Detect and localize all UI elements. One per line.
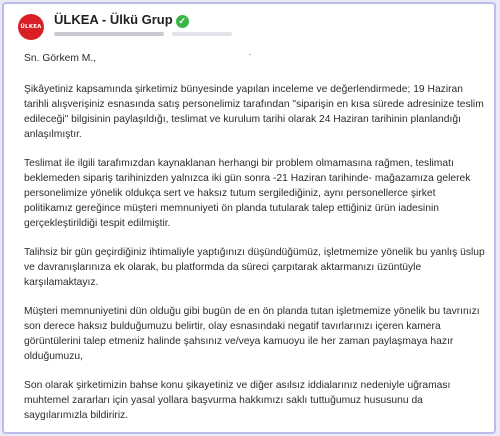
brand-name-row [54, 12, 189, 28]
reply-card [2, 2, 496, 434]
greeting: Sn. Görkem M., [24, 53, 97, 64]
paragraph-4: Müşteri memnuniyetini dün olduğu gibi bugün de en ön planda tutan işletmemize yönelik bu tavrınızı son derece haksız bulduğumuzu belirtir, olay esnasındaki negatif tavırlarınızı içeren kamera görüntülerini talep etmeniz halinde şahsınız ve/veya kamuoyu ile her zaman paylaşmaya hazır olduğumuzu, [24, 306, 480, 362]
blurred-text [54, 32, 164, 36]
reply-body [24, 48, 486, 434]
greeting-row [24, 48, 486, 66]
blurred-text [172, 32, 232, 36]
reply-header [4, 4, 494, 50]
paragraph-2: Teslimat ile ilgili tarafımızdan kaynaklanan herhangi bir problem olmamasına rağmen, teslimatı beklemeden sipariş tarihinizden yalnızca iki gün sonra -21 Haziran tarihinde- mağazamıza gelerek personelimize yönelik oldukça sert ve haksız tutum sergilediğiniz, aynı personellerce şirket politikamız gereğince müşteri memnuniyeti ön planda tutularak talep ettiğiniz ürün iadesinin gerçekleştirildiği tespit edilmiştir. [24, 158, 471, 229]
brand-name[interactable]: ÜLKEA - Ülkü Grup [54, 12, 173, 27]
paragraph-1: Şikâyetiniz kapsamında şirketimiz bünyesinde yapılan inceleme ve değerlendirmede; 19 Haziran tarihli alışverişiniz esnasında satış personelimiz tarafından "siparişin en kısa sürede adresinize teslim edileceği" bilgisinin paylaşıldığı, teslimat ve kurulum tarihi olarak 24 Haziran tarihinin planlandığı anlaşılmıştır. [24, 84, 484, 140]
check-circle-icon: ✓ [176, 15, 189, 28]
brand-logo[interactable]: ÜLKEA [18, 14, 44, 40]
blurred-timestamp [54, 30, 264, 38]
paragraph-3: Talihsiz bir gün geçirdiğiniz ihtimaliyle yaptığınızı düşündüğümüz, işletmemize yönelik bu yanlış üslup ve davranışlarınıza ek olarak, bu platformda da süreci çarpıtarak aktarmanızı üzüntüyle karşılamaktayız. [24, 247, 485, 288]
stray-dot: . [249, 48, 252, 57]
paragraph-5: Son olarak şirketimizin bahse konu şikayetiniz ve diğer asılsız iddialarınız nedeniyle uğraması muhtemel zararları için yasal yollara başvurma hakkımızı saklı tuttuğumuz hususunu da saygılarımızla bildiririz. [24, 380, 451, 421]
